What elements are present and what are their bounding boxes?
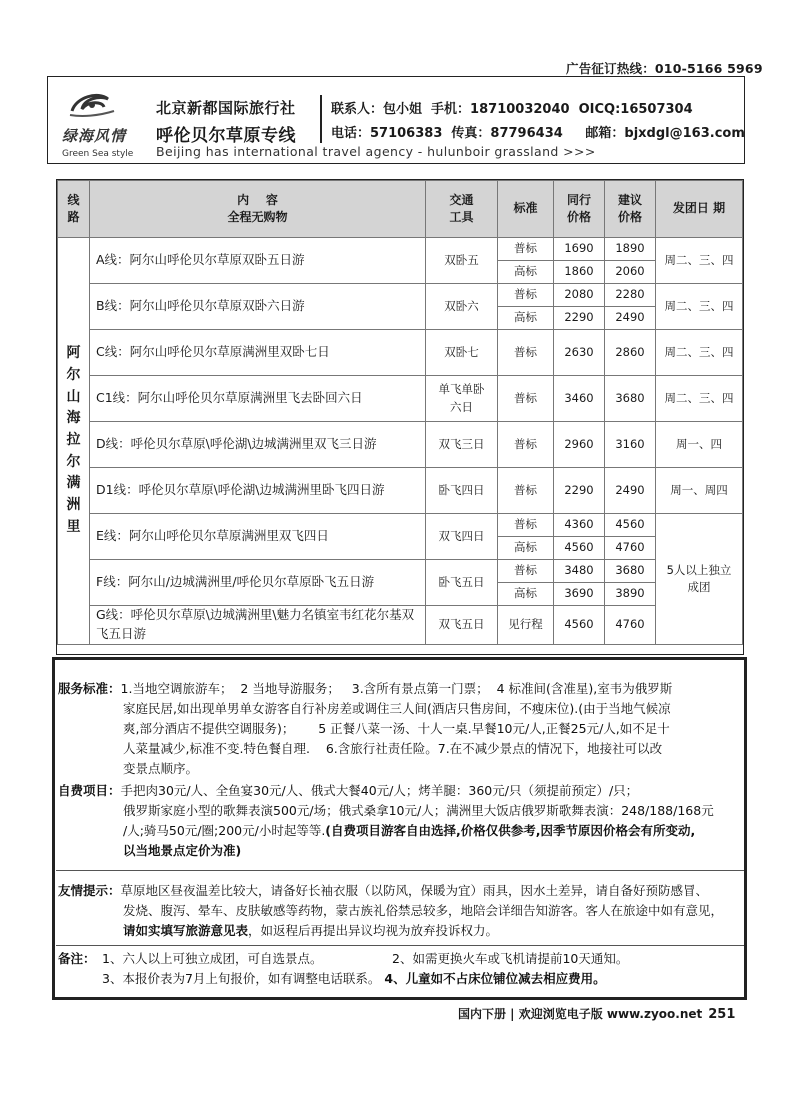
transport-cell: 卧飞五日 [426, 560, 498, 606]
standard-cell: 高标 [498, 261, 554, 284]
standard-cell: 高标 [498, 537, 554, 560]
transport-cell: 双卧五 [426, 238, 498, 284]
departure-cell: 周二、三、四 [656, 330, 743, 376]
logo-english-text: Green Sea style [62, 149, 134, 159]
group-departure-cell: 5人以上独立成团 [656, 514, 743, 645]
optional-line: 手把肉30元/人、全鱼宴30元/人、俄式大餐40元/人；烤羊腿：360元/只（须提前预定）/只； [120, 783, 639, 798]
suggested-price-cell: 2060 [605, 261, 656, 284]
optional-line: /人;骑马50元/圈;200元/小时起等等. [123, 823, 326, 838]
header-suggested-price: 建议价格 [605, 181, 656, 238]
table-row [58, 238, 743, 261]
ad-hotline: 广告征订热线：010-5166 5969 [566, 61, 763, 76]
header-departure: 发团日 期 [656, 181, 743, 238]
transport-cell: 双卧六 [426, 284, 498, 330]
standard-cell: 普标 [498, 284, 554, 307]
note-item: 1、六人以上可独立成团，可自选景点。 [102, 951, 323, 966]
suggested-price-cell: 1890 [605, 238, 656, 261]
suggested-price-cell: 2280 [605, 284, 656, 307]
departure-cell: 周二、三、四 [656, 238, 743, 284]
standard-cell: 高标 [498, 583, 554, 606]
header-standard: 标准 [498, 181, 554, 238]
notes [58, 949, 628, 989]
peer-price-cell: 2630 [554, 330, 605, 376]
table-row [58, 284, 743, 307]
header-divider [320, 95, 322, 143]
suggested-price-cell: 3890 [605, 583, 656, 606]
suggested-price-cell: 2490 [605, 468, 656, 514]
price-table-frame [56, 179, 744, 655]
transport-cell: 双卧七 [426, 330, 498, 376]
table-row [58, 514, 743, 537]
page-number: 251 [708, 1007, 736, 1022]
header-transport: 交通工具 [426, 181, 498, 238]
price-table [57, 180, 743, 645]
transport-cell: 单飞单卧六日 [426, 376, 498, 422]
table-row [58, 422, 743, 468]
note-item: 3、本报价表为7月上旬报价，如有调整电话联系。 [102, 971, 381, 986]
standard-cell: 见行程 [498, 606, 554, 645]
logo-chinese-text: 绿海风情 [62, 127, 127, 145]
standard-cell: 普标 [498, 422, 554, 468]
route-name: A线：阿尔山呼伦贝尔草原双卧五日游 [90, 238, 426, 284]
peer-price-cell: 4560 [554, 537, 605, 560]
route-name: C1线：阿尔山呼伦贝尔草原满洲里飞去卧回六日 [90, 376, 426, 422]
route-name: G线：呼伦贝尔草原\边城满洲里\魅力名镇室韦红花尔基双飞五日游 [90, 606, 426, 645]
peer-price-cell: 2290 [554, 468, 605, 514]
route-title: 呼伦贝尔草原专线 [156, 126, 296, 146]
page-footer [458, 1005, 735, 1022]
service-line: 家庭民居,如出现单男单女游客自行补房差或调住三人间(酒店只售房间，不瘦床位).(由于当地气候凉 [123, 701, 671, 716]
service-line: 爽,部分酒店不提供空调服务)； 5 正餐八菜一汤、十人一桌.早餐10元/人,正餐25元/人,如不足十 [123, 721, 670, 736]
table-row [58, 560, 743, 583]
peer-price-cell: 4560 [554, 606, 605, 645]
tips-line: ，如返程后再提出异议均视为放弃投诉权力。 [248, 923, 499, 938]
service-label: 服务标准： [58, 681, 121, 696]
suggested-price-cell: 3680 [605, 376, 656, 422]
contact-line-2: 电话：57106383 传真：87796434 邮箱：bjxdgl@163.com [331, 126, 745, 141]
notes-label: 备注： [58, 951, 96, 966]
tips-label: 友情提示： [58, 883, 121, 898]
note-item: 4、儿童如不占床位铺位减去相应费用。 [384, 971, 606, 986]
service-line: 人菜量减少,标准不变.特色餐自理. 6.含旅行社责任险。7.在不减少景点的情况下，地接社可以改 [123, 741, 663, 756]
route-name: E线：阿尔山呼伦贝尔草原满洲里双飞四日 [90, 514, 426, 560]
suggested-price-cell: 3160 [605, 422, 656, 468]
table-row [58, 330, 743, 376]
header-peer-price: 同行价格 [554, 181, 605, 238]
suggested-price-cell: 4760 [605, 537, 656, 560]
optional-label: 自费项目： [58, 783, 121, 798]
suggested-price-cell: 2860 [605, 330, 656, 376]
departure-cell: 周一、四 [656, 422, 743, 468]
standard-cell: 普标 [498, 330, 554, 376]
route-name: F线：阿尔山/边城满洲里/呼伦贝尔草原卧飞五日游 [90, 560, 426, 606]
slogan: Beijing has international travel agency - hulunboir grassland >>> [156, 144, 596, 159]
transport-cell: 双飞五日 [426, 606, 498, 645]
logo [56, 83, 151, 161]
header-content: 内 容 全程无购物 [90, 181, 426, 238]
departure-cell: 周二、三、四 [656, 284, 743, 330]
peer-price-cell: 2290 [554, 307, 605, 330]
standard-cell: 普标 [498, 238, 554, 261]
table-row [58, 606, 743, 645]
optional-items [58, 781, 714, 861]
departure-cell: 周二、三、四 [656, 376, 743, 422]
tips-line: 请如实填写旅游意见表 [123, 923, 249, 938]
agency-header [47, 76, 745, 164]
peer-price-cell: 2960 [554, 422, 605, 468]
wave-logo-icon [68, 89, 116, 119]
tips-line: 发烧、腹泻、晕车、皮肤敏感等药物，蒙古族礼俗禁忌较多，地陪会详细告知游客。客人在旅途中如有意见， [123, 903, 724, 918]
peer-price-cell: 2080 [554, 284, 605, 307]
separator [56, 945, 744, 946]
table-header-row [58, 181, 743, 238]
standard-cell: 普标 [498, 468, 554, 514]
note-item: 2、如需更换火车或飞机请提前10天通知。 [392, 951, 629, 966]
optional-note: 以当地景点定价为准) [123, 843, 242, 858]
standard-cell: 普标 [498, 514, 554, 537]
table-row [58, 376, 743, 422]
route-name: D线：呼伦贝尔草原\呼伦湖\边城满洲里双飞三日游 [90, 422, 426, 468]
service-standard [58, 679, 672, 779]
service-line: 变景点顺序。 [123, 761, 199, 776]
suggested-price-cell: 3680 [605, 560, 656, 583]
optional-line: 俄罗斯家庭小型的歌舞表演500元/场；俄式桑拿10元/人；满洲里大饭店俄罗斯歌舞表演：248/188/168元 [123, 803, 714, 818]
standard-cell: 高标 [498, 307, 554, 330]
suggested-price-cell: 2490 [605, 307, 656, 330]
table-row [58, 468, 743, 514]
peer-price-cell: 1860 [554, 261, 605, 284]
suggested-price-cell: 4760 [605, 606, 656, 645]
route-name: C线：阿尔山呼伦贝尔草原满洲里双卧七日 [90, 330, 426, 376]
standard-cell: 普标 [498, 560, 554, 583]
agency-name: 北京新都国际旅行社 [156, 99, 296, 117]
suggested-price-cell: 4560 [605, 514, 656, 537]
departure-cell: 周一、周四 [656, 468, 743, 514]
standard-cell: 普标 [498, 376, 554, 422]
friendly-tips [58, 881, 723, 941]
separator [56, 870, 744, 871]
transport-cell: 双飞四日 [426, 514, 498, 560]
footer-text: 国内下册 | 欢迎浏览电子版 www.zyoo.net [458, 1007, 703, 1021]
header-line: 线路 [58, 181, 90, 238]
peer-price-cell: 4360 [554, 514, 605, 537]
contact-line-1: 联系人：包小姐 手机：18710032040 OICQ:16507304 [331, 102, 693, 117]
peer-price-cell: 3690 [554, 583, 605, 606]
optional-note: (自费项目游客自由选择,价格仅供参考,因季节原因价格会有所变动, [325, 823, 696, 838]
peer-price-cell: 3480 [554, 560, 605, 583]
transport-cell: 卧飞四日 [426, 468, 498, 514]
route-name: D1线：呼伦贝尔草原\呼伦湖\边城满洲里卧飞四日游 [90, 468, 426, 514]
region-cell: 阿尔山海拉尔满洲里 [58, 238, 90, 645]
transport-cell: 双飞三日 [426, 422, 498, 468]
peer-price-cell: 3460 [554, 376, 605, 422]
route-name: B线：阿尔山呼伦贝尔草原双卧六日游 [90, 284, 426, 330]
service-line: 1.当地空调旅游车； 2 当地导游服务； 3.含所有景点第一门票； 4 标准间(含准星),室韦为俄罗斯 [120, 681, 673, 696]
tips-line: 草原地区昼夜温差比较大，请备好长袖衣服（以防风，保暖为宜）雨具，因水土差异，请自备好预防感冒、 [120, 883, 709, 898]
peer-price-cell: 1690 [554, 238, 605, 261]
